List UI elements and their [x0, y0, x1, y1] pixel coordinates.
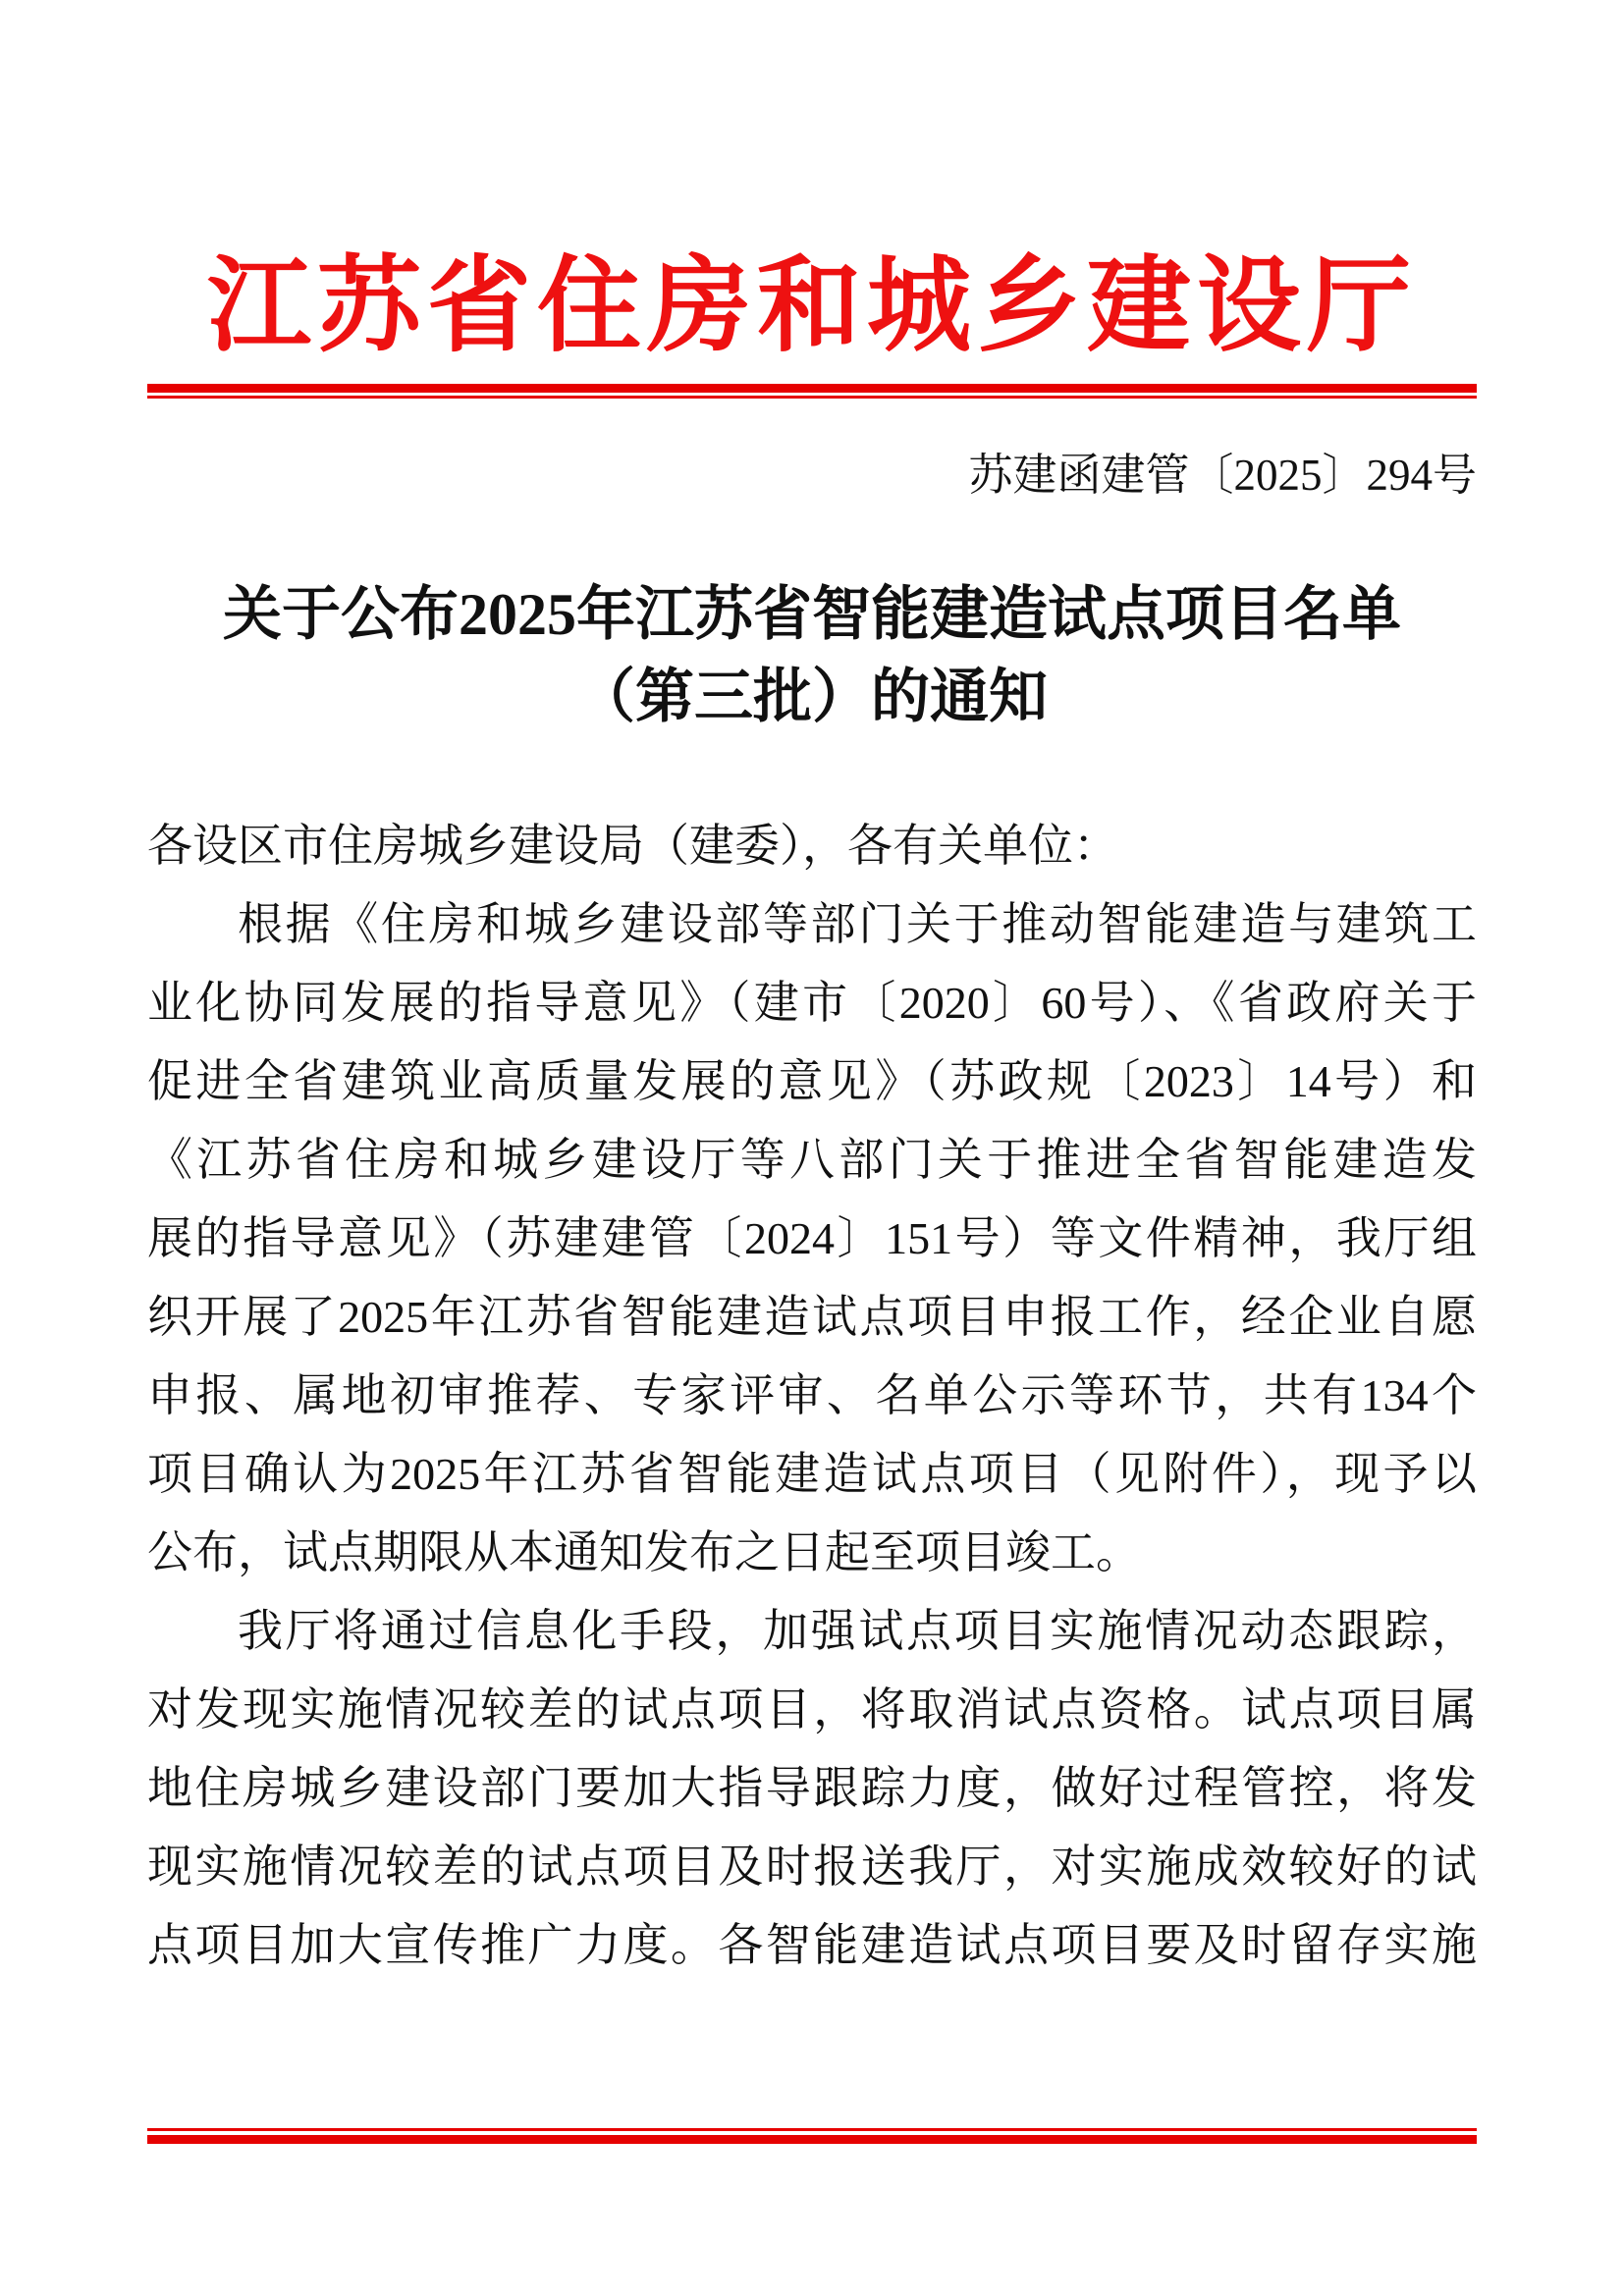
body-line: 申报、属地初审推荐、专家评审、名单公示等环节，共有134个 [147, 1369, 1477, 1420]
agency-header-title: 江苏省住房和城乡建设厅 [207, 249, 1417, 364]
body-line: 业化协同发展的指导意见》（建市〔2020〕60号）、《省政府关于 [147, 977, 1477, 1028]
body-line: 地住房城乡建设部门要加大指导跟踪力度，做好过程管控，将发 [147, 1762, 1477, 1813]
document-title-line2: （第三批）的通知 [576, 664, 1048, 729]
body-line: 现实施情况较差的试点项目及时报送我厅，对实施成效较好的试 [147, 1841, 1477, 1892]
body-line: 我厅将通过信息化手段，加强试点项目实施情况动态跟踪， [238, 1605, 1477, 1656]
body-line: 促进全省建筑业高质量发展的意见》（苏政规〔2023〕14号）和 [147, 1055, 1477, 1106]
footer-rule-thick-line [147, 2135, 1477, 2144]
body-line: 对发现实施情况较差的试点项目，将取消试点资格。试点项目属 [147, 1683, 1477, 1735]
body-line: 织开展了2025年江苏省智能建造试点项目申报工作，经企业自愿 [147, 1291, 1477, 1342]
body-line: 根据《住房和城乡建设部等部门关于推动智能建造与建筑工 [238, 898, 1477, 949]
document-number: 苏建函建管〔2025〕294号 [968, 450, 1477, 500]
body-line: 项目确认为2025年江苏省智能建造试点项目（见附件），现予以 [147, 1448, 1477, 1499]
header-divider-rule [147, 384, 1477, 399]
body-line: 各设区市住房城乡建设局（建委），各有关单位： [147, 820, 1118, 871]
header-rule-thin-line [147, 396, 1477, 399]
body-line: 展的指导意见》（苏建建管〔2024〕151号）等文件精神，我厅组 [147, 1212, 1477, 1263]
document-body [147, 807, 1477, 1985]
footer-divider-rule [147, 2128, 1477, 2144]
body-line: 《江苏省住房和城乡建设厅等八部门关于推进全省智能建造发 [147, 1134, 1477, 1185]
document-title-line1: 关于公布2025年江苏省智能建造试点项目名单 [223, 581, 1401, 647]
header-rule-thick-line [147, 384, 1477, 393]
body-line: 公布，试点期限从本通知发布之日起至项目竣工。 [147, 1526, 1141, 1577]
body-line: 点项目加大宣传推广力度。各智能建造试点项目要及时留存实施 [147, 1919, 1477, 1970]
document-title [147, 573, 1477, 738]
footer-rule-thin-line [147, 2128, 1477, 2131]
